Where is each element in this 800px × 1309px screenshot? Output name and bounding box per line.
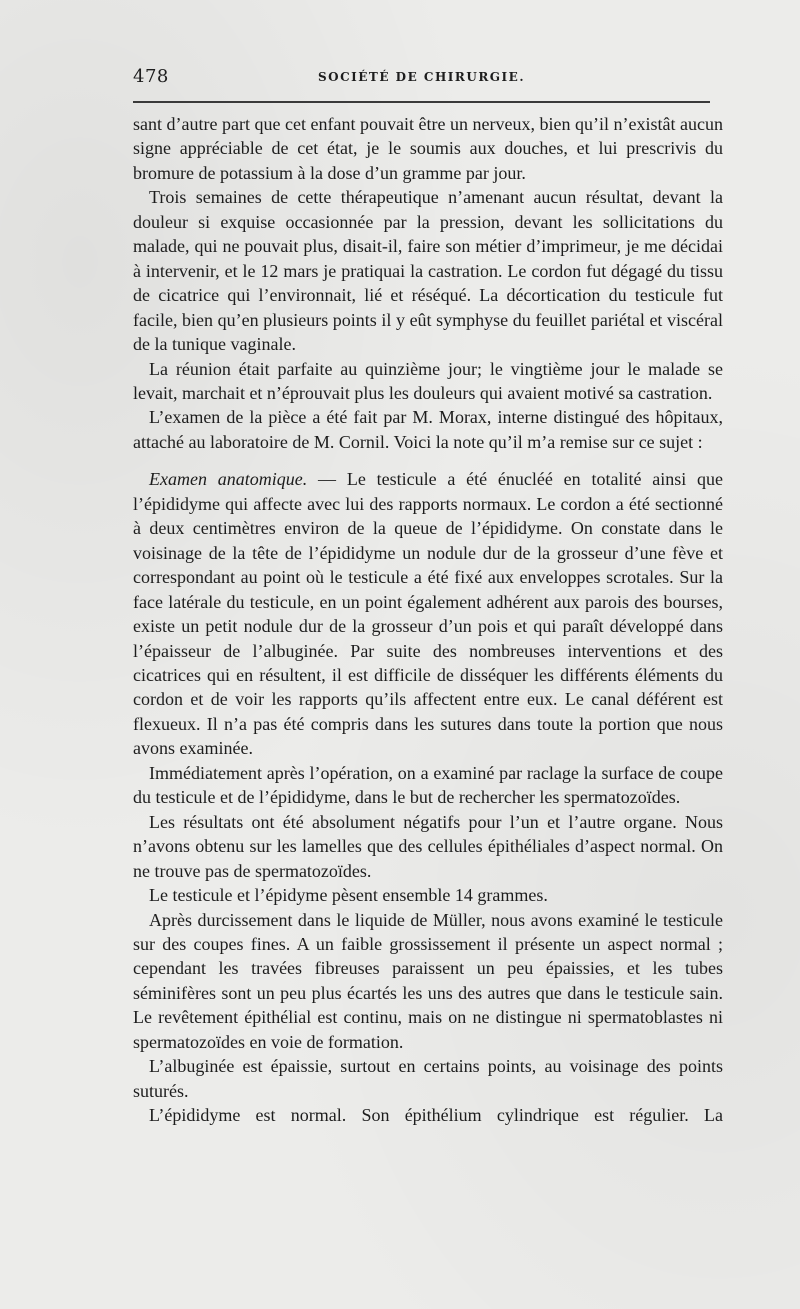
paragraph: sant d’autre part que cet enfant pouvait être un nerveux, bien qu’il n’existât aucun signe appréciable de cet état, je le soumis aux douches, et lui prescrivis du bromure de potassium à la dose d’un gramme par jour. <box>133 114 723 183</box>
exam-text: — Le testicule a été énucléé en totalité ainsi que l’épididyme qui affecte avec lui des rapports normaux. Le cordon a été sectionné à deux centimètres environ de la queue de l’épididyme. On constate dans le voisinage de la tête de l’épididyme un nodule dur de la grosseur d’une fève et correspondant au point où le testicule a été fixé aux enveloppes scrotales. Sur la face latérale du testicule, en un point également adhérent aux parois des bourses, existe un petit nodule dur de la grosseur d’un pois et qui paraît développé dans l’épaisseur de l’albuginée. Par suite des nombreuses interventions et des cicatrices qui en résultent, il est difficile de disséquer les différents éléments du cordon et de voir les rapports qu’ils affectent entre eux. Le canal déférent est flexueux. Il n’a pas été compris dans les sutures dans toute la portion que nous avons examinée. <box>133 469 723 759</box>
paragraph: L’épididyme est normal. Son épithélium cylindrique est régulier. La <box>149 1105 723 1126</box>
body-text <box>133 112 723 1128</box>
paragraph: Les résultats ont été absolument négatifs pour l’un et l’autre organe. Nous n’avons obtenu sur les lamelles que des cellules épithéliales d’aspect normal. On ne trouve pas de spermatozoïdes. <box>133 811 723 881</box>
paragraph: L’examen de la pièce a été fait par M. Morax, interne distingué des hôpitaux, attaché au laboratoire de M. Cornil. Voici la note qu’il m’a remise sur ce sujet : <box>133 407 723 452</box>
page-number: 478 <box>133 66 169 87</box>
paragraph: La réunion était parfaite au quinzième jour; le vingtième jour le malade se levait, marchait et n’éprouvait plus les douleurs qui avaient motivé sa castration. <box>133 358 723 403</box>
paragraph: Le testicule et l’épidyme pèsent ensemble 14 grammes. <box>149 885 548 906</box>
section-spacer <box>133 454 723 467</box>
page-header <box>133 66 710 88</box>
paragraph: Trois semaines de cette thérapeutique n’amenant aucun résultat, devant la douleur si exquise occasionnée par la pression, devant les sollicitations du malade, qui ne pouvait plus, disait-il, faire son métier d’imprimeur, je me décidai à intervenir, et le 12 mars je pratiquai la castration. Le cordon fut dégagé du tissu de cicatrice qui l’environnait, lié et réséqué. La décortication du testicule fut facile, bien qu’en plusieurs points il y eût symphyse du feuillet pariétal et viscéral de la tunique vaginale. <box>133 187 723 355</box>
paragraph: Immédiatement après l’opération, on a examiné par raclage la surface de coupe du testicule et de l’épididyme, dans le but de rechercher les spermatozoïdes. <box>133 762 723 808</box>
exam-paragraph <box>133 467 723 760</box>
header-rule <box>133 101 710 103</box>
paragraph: L’albuginée est épaissie, surtout en certains points, au voisinage des points suturés. <box>133 1056 723 1101</box>
running-head: SOCIÉTÉ DE CHIRURGIE. <box>317 70 525 84</box>
exam-lead-in: Examen anatomique. <box>149 469 308 490</box>
paragraph: Après durcissement dans le liquide de Müller, nous avons examiné le testicule sur des coupes fines. A un faible grossissement il présente un aspect normal ; cependant les travées fibreuses paraissent un peu épaissies, et les tubes séminifères sont un peu plus écartés les uns des autres que dans le testicule sain. Le revêtement épithélial est continu, mais on ne distingue ni spermatoblastes ni spermatozoïdes en voie de formation. <box>133 909 723 1052</box>
